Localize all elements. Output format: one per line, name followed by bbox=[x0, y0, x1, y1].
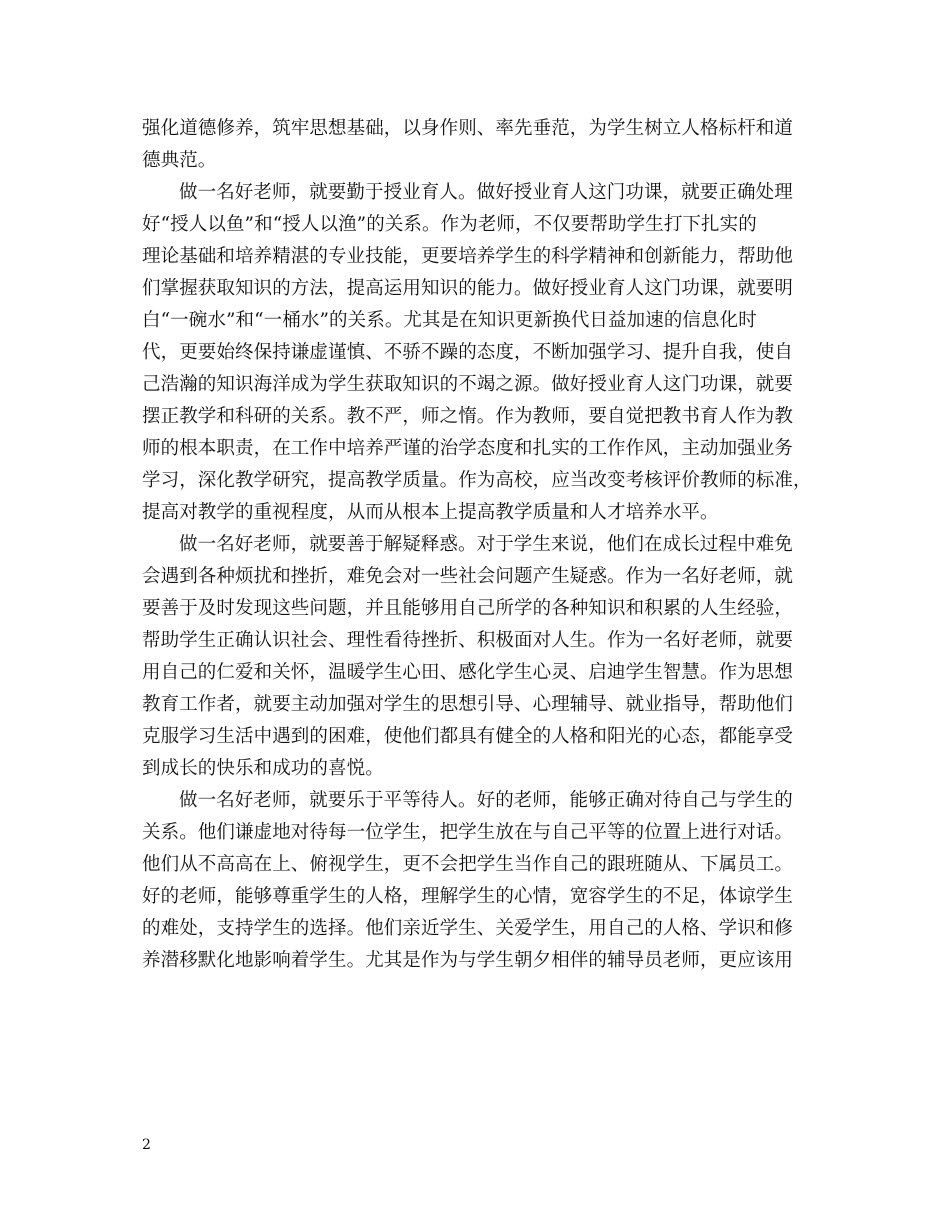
text-line: 理论基础和培养精湛的专业技能，更要培养学生的科学精神和创新能力，帮助他 bbox=[142, 246, 794, 267]
page-number: 2 bbox=[142, 1137, 151, 1153]
text-line: 师的根本职责，在工作中培养严谨的治学态度和扎实的工作作风，主动加强业务 bbox=[142, 438, 794, 459]
text-line: 到成长的快乐和成功的喜悦。 bbox=[142, 758, 384, 779]
text-line: 白“一碗水”和“一桶水”的关系。尤其是在知识更新换代日益加速的信息化时 bbox=[142, 310, 757, 331]
text-line: 用自己的仁爱和关怀，温暖学生心田、感化学生心灵、启迪学生智慧。作为思想 bbox=[142, 662, 794, 683]
text-line: 代，更要始终保持谦虚谨慎、不骄不躁的态度，不断加强学习、提升自我，使自 bbox=[142, 342, 794, 363]
text-line: 教育工作者，就要主动加强对学生的思想引导、心理辅导、就业指导，帮助他们 bbox=[142, 694, 794, 715]
text-line: 提高对教学的重视程度，从而从根本上提高教学质量和人才培养水平。 bbox=[142, 502, 719, 523]
text-line: 做一名好老师，就要善于解疑释惑。对于学生来说，他们在成长过程中难免 bbox=[179, 534, 793, 555]
text-line: 摆正教学和科研的关系。教不严，师之惰。作为教师，要自觉把教书育人作为教 bbox=[142, 406, 794, 427]
text-line: 帮助学生正确认识社会、理性看待挫折、积极面对人生。作为一名好老师，就要 bbox=[142, 630, 794, 651]
text-line: 做一名好老师，就要勤于授业育人。做好授业育人这门功课，就要正确处理 bbox=[179, 182, 793, 203]
text-line: 己浩瀚的知识海洋成为学生获取知识的不竭之源。做好授业育人这门功课，就要 bbox=[142, 374, 794, 395]
text-line: 他们从不高高在上、俯视学生，更不会把学生当作自己的跟班随从、下属员工。 bbox=[142, 854, 794, 875]
text-line: 克服学习生活中遇到的困难，使他们都具有健全的人格和阳光的心态，都能享受 bbox=[142, 726, 794, 747]
text-line: 好的老师，能够尊重学生的人格，理解学生的心情，宽容学生的不足，体谅学生 bbox=[142, 886, 794, 907]
text-line: 好“授人以鱼”和“授人以渔”的关系。作为老师，不仅要帮助学生打下扎实的 bbox=[142, 214, 757, 235]
body-text bbox=[142, 113, 814, 977]
text-line: 德典范。 bbox=[142, 150, 217, 171]
text-line: 们掌握获取知识的方法，提高运用知识的能力。做好授业育人这门功课，就要明 bbox=[142, 278, 794, 299]
text-line: 关系。他们谦虚地对待每一位学生，把学生放在与自己平等的位置上进行对话。 bbox=[142, 822, 794, 843]
text-line: 要善于及时发现这些问题，并且能够用自己所学的各种知识和积累的人生经验， bbox=[142, 598, 794, 619]
text-line: 做一名好老师，就要乐于平等待人。好的老师，能够正确对待自己与学生的 bbox=[179, 790, 793, 811]
text-line: 养潜移默化地影响着学生。尤其是作为与学生朝夕相伴的辅导员老师，更应该用 bbox=[142, 950, 794, 971]
text-line: 强化道德修养，筑牢思想基础，以身作则、率先垂范，为学生树立人格标杆和道 bbox=[142, 118, 794, 139]
text-line: 会遇到各种烦扰和挫折，难免会对一些社会问题产生疑惑。作为一名好老师，就 bbox=[142, 566, 794, 587]
text-line: 学习，深化教学研究，提高教学质量。作为高校，应当改变考核评价教师的标准， bbox=[142, 470, 812, 491]
text-line: 的难处，支持学生的选择。他们亲近学生、关爱学生，用自己的人格、学识和修 bbox=[142, 918, 794, 939]
